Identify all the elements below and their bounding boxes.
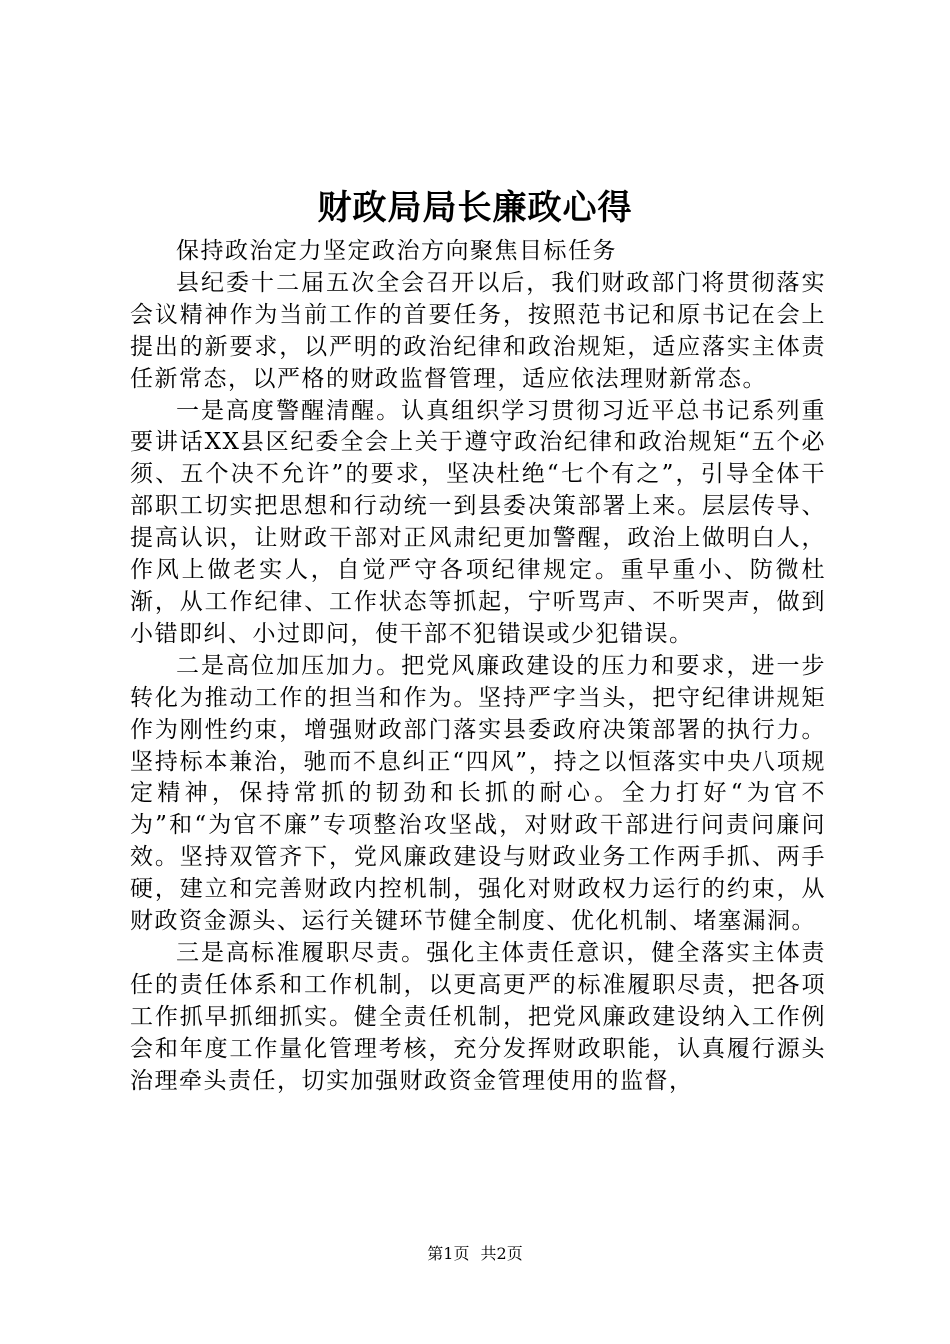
paragraph-point-two: 二是高位加压加力。把党风廉政建设的压力和要求，进一步转化为推动工作的担当和作为。坚持严字当头，把守纪律讲规矩作为刚性约束，增强财政部门落实县委政府决策部署的执行力。坚持标本兼治，驰而不息纠正“四风”，持之以恒落实中央八项规定精神，保持常抓的韧劲和长抓的耐心。全力打好“为官不为”和“为官不廉”专项整治攻坚战，对财政干部进行问责问廉问效。坚持双管齐下，党风廉政建设与财政业务工作两手抓、两手硬，建立和完善财政内控机制，强化对财政权力运行的约束，从财政资金源头、运行关键环节健全制度、优化机制、堵塞漏洞。 xyxy=(130,652,826,935)
page-footer xyxy=(0,1242,950,1266)
paragraph-point-one: 一是高度警醒清醒。认真组织学习贯彻习近平总书记系列重要讲话XX县区纪委全会上关于遵守政治纪律和政治规矩“五个必须、五个决不允许”的要求，坚决杜绝“七个有之”，引导全体干部职工切实把思想和行动统一到县委决策部署上来。层层传导、提高认识，让财政干部对正风肃纪更加警醒，政治上做明白人，作风上做老实人，自觉严守各项纪律规定。重早重小、防微杜渐，从工作纪律、工作状态等抓起，宁听骂声、不听哭声，做到小错即纠、小过即问，使干部不犯错误或少犯错误。 xyxy=(130,397,826,647)
paragraph-point-three: 三是高标准履职尽责。强化主体责任意识，健全落实主体责任的责任体系和工作机制，以更高更严的标准履职尽责，把各项工作抓早抓细抓实。健全责任机制，把党风廉政建设纳入工作例会和年度工作量化管理考核，充分发挥财政职能，认真履行源头治理牵头责任，切实加强财政资金管理使用的监督， xyxy=(130,939,826,1094)
document-title: 财政局局长廉政心得 xyxy=(317,188,633,228)
paragraph-subtitle: 保持政治定力坚定政治方向聚焦目标任务 xyxy=(176,238,617,264)
document-body xyxy=(130,236,826,1097)
page-total: 共2页 xyxy=(480,1244,523,1263)
page-number: 第1页 xyxy=(427,1244,470,1263)
paragraph-intro: 县纪委十二届五次全会召开以后，我们财政部门将贯彻落实会议精神作为当前工作的首要任务，按照范书记和原书记在会上提出的新要求，以严明的政治纪律和政治规矩，适应落实主体责任新常态，以严格的财政监督管理，适应依法理财新常态。 xyxy=(130,269,826,392)
